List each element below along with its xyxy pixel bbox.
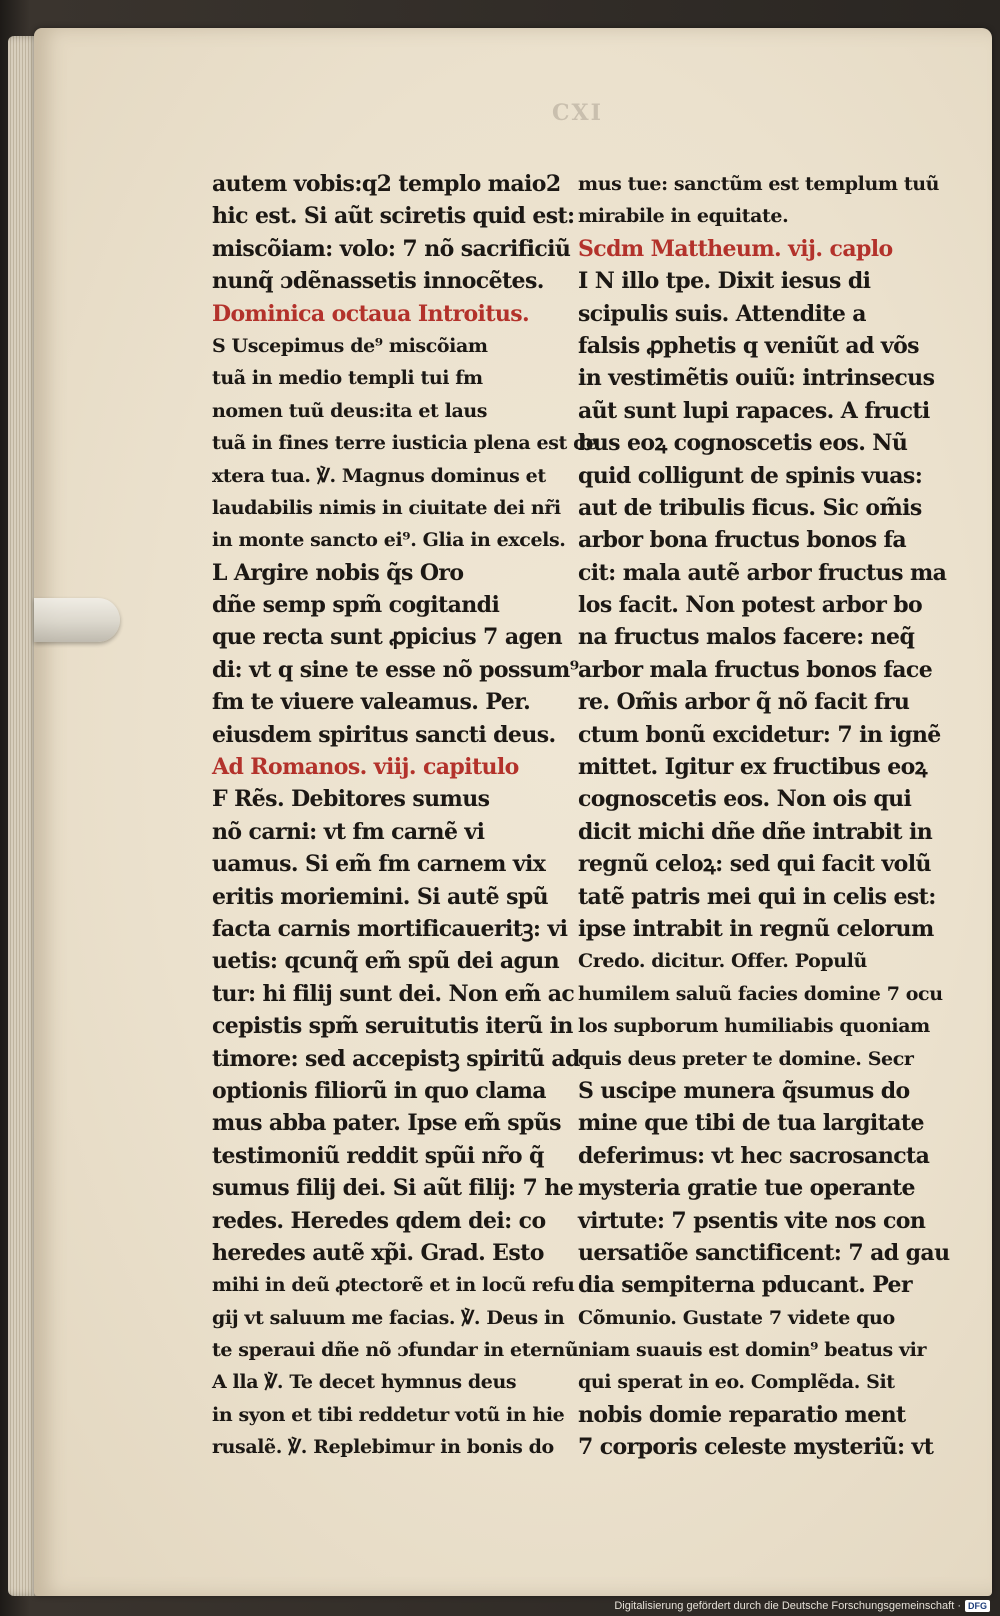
text-line: arbor mala fructus bonos face [578, 656, 933, 683]
text-line: re. Om̃is arbor q̃ nõ facit fru [578, 689, 910, 716]
text-line: nunq̃ ɔdẽnassetis innocẽtes. [212, 268, 544, 295]
text-line: cepistis spm̃ seruitutis iterũ in [212, 1013, 573, 1040]
text-line: te speraui dñe nõ ɔfundar in eternũ [212, 1339, 579, 1362]
text-line: dicit michi dñe dñe intrabit in [578, 818, 933, 845]
text-line: cit: mala autẽ arbor fructus ma [578, 559, 947, 586]
footer-credit [614, 1600, 990, 1612]
text-line: ipse intrabit in regnũ celorum [578, 915, 934, 942]
text-line: gij vt saluum me facias. ℣. Deus in [212, 1306, 565, 1329]
text-line: Ad Romanos. viij. capitulo [212, 754, 519, 781]
text-line: eiusdem spiritus sancti deus. [212, 721, 556, 748]
text-line: regnũ celoꝝ: sed qui facit volũ [578, 851, 931, 878]
text-line: Scdm Mattheum. vij. caplo [578, 235, 893, 262]
text-line: dñe semp spm̃ cogitandi [212, 592, 500, 619]
left-text-column [212, 168, 598, 1464]
text-line: mus tue: sanctũm est templum tuũ [578, 173, 940, 195]
text-line: nomen tuũ deus:ita et laus [212, 399, 488, 422]
text-line: miscõiam: volo: 7 nõ sacrificiũ [212, 235, 571, 262]
text-line: tuã in medio templi tui fm [212, 367, 483, 390]
text-line: S Uscepimus de⁹ miscõiam [212, 334, 488, 357]
text-line: los supborum humiliabis quoniam [578, 1015, 930, 1038]
text-line: laudabilis nimis in ciuitate dei nr̃i [212, 496, 561, 519]
text-line: uersatiõe sanctificent: 7 ad gau [578, 1239, 950, 1266]
right-text-column [578, 168, 950, 1464]
page-clip [34, 598, 120, 642]
text-line: bus eoꝝ cognoscetis eos. Nũ [578, 430, 908, 457]
text-line: falsis ꝓphetis q veniũt ad võs [578, 332, 919, 359]
text-line: humilem saluũ facies domine 7 ocu [578, 982, 943, 1005]
text-line: xtera tua. ℣. Magnus dominus et [212, 464, 546, 487]
text-line: mittet. Igitur ex fructibus eoꝝ [578, 754, 927, 781]
text-line: di: vt q sine te esse nõ possum⁹ [212, 656, 579, 683]
text-line: cognoscetis eos. Non ois qui [578, 786, 912, 813]
text-line: aũt sunt lupi rapaces. A fructi [578, 397, 930, 424]
text-line: Dominica octaua Introitus. [212, 300, 530, 327]
text-line: hic est. Si aũt sciretis quid est: [212, 203, 575, 230]
text-line: A lla ℣. Te decet hymnus deus [212, 1371, 517, 1394]
text-line: facta carnis mortificaueritꝫ: vi [212, 915, 568, 942]
text-line: in syon et tibi reddetur votũ in hie [212, 1403, 565, 1426]
text-line: optionis filiorũ in quo clama [212, 1077, 546, 1104]
text-line: I N illo tpe. Dixit iesus di [578, 268, 871, 295]
text-line: in monte sancto ei⁹. Glia in excels. [212, 529, 566, 552]
text-line: nõ carni: vt fm carnẽ vi [212, 818, 485, 845]
text-line: heredes autẽ xp̃i. Grad. Esto [212, 1239, 544, 1266]
text-line: qui sperat in eo. Complẽda. Sit [578, 1371, 895, 1394]
text-line: eritis moriemini. Si autẽ spũ [212, 883, 549, 910]
text-line: niam suauis est domin⁹ beatus vir [578, 1339, 927, 1362]
text-line: in vestimẽtis ouiũ: intrinsecus [578, 365, 935, 392]
text-line: arbor bona fructus bonos fa [578, 527, 907, 554]
text-line: sumus filij dei. Si aũt filij: 7 he [212, 1175, 574, 1202]
text-line: mus abba pater. Ipse em̃ spũs [212, 1110, 561, 1137]
text-line: que recta sunt ꝓpicius 7 agen [212, 624, 563, 651]
text-line: L Argire nobis q̃s Oro [212, 559, 464, 586]
text-line: Credo. dicitur. Offer. Populũ [578, 950, 867, 973]
text-line: Cõmunio. Gustate 7 videte quo [578, 1306, 895, 1329]
text-line: tuã in fines terre iusticia plena est de [212, 432, 598, 455]
text-line: tur: hi filij sunt dei. Non em̃ ac [212, 980, 575, 1007]
text-line: mysteria gratie tue operante [578, 1175, 915, 1202]
text-line: dia sempiterna pducant. Per [578, 1272, 912, 1299]
dfg-logo: DFG [965, 1600, 990, 1612]
text-line: mirabile in equitate. [578, 205, 789, 228]
text-line: S uscipe munera q̃sumus do [578, 1077, 910, 1104]
text-line: fm te viuere valeamus. Per. [212, 689, 531, 716]
text-line: los facit. Non potest arbor bo [578, 592, 923, 619]
text-line: ctum bonũ excidetur: 7 in ignẽ [578, 721, 941, 748]
text-line: deferimus: vt hec sacrosancta [578, 1142, 930, 1169]
text-line: mine que tibi de tua largitate [578, 1110, 924, 1137]
text-line: tatẽ patris mei qui in celis est: [578, 883, 936, 910]
text-line: scipulis suis. Attendite a [578, 300, 866, 327]
text-line: quis deus preter te domine. Secr [578, 1047, 914, 1070]
footer-text: Digitalisierung gefördert durch die Deutsche Forschungsgemeinschaft · [614, 1600, 961, 1612]
text-line: virtute: 7 psentis vite nos con [578, 1207, 926, 1234]
text-line: F Rẽs. Debitores sumus [212, 786, 490, 813]
text-line: quid colligunt de spinis vuas: [578, 462, 923, 489]
text-line: uamus. Si em̃ fm carnem vix [212, 851, 546, 878]
text-line: mihi in deũ ꝓtectorẽ et in locũ refu [212, 1274, 575, 1297]
text-line: autem vobis:q2 templo maio2 [212, 171, 561, 197]
text-line: 7 corporis celeste mysteriũ: vt [578, 1434, 934, 1461]
text-line: nobis domie reparatio ment [578, 1401, 906, 1428]
text-line: rusalẽ. ℣. Replebimur in bonis do [212, 1436, 554, 1459]
text-line: redes. Heredes qdem dei: co [212, 1207, 546, 1234]
text-line: testimoniũ reddit spũi nr̃o q̃ [212, 1142, 544, 1169]
text-line: timore: sed accepistꝫ spiritũ ad [212, 1045, 580, 1072]
text-line: uetis: qcunq̃ em̃ spũ dei agun [212, 948, 560, 975]
folio-number: CXI [552, 100, 603, 126]
text-line: aut de tribulis ficus. Sic om̃is [578, 494, 922, 521]
text-line: na fructus malos facere: neq̃ [578, 624, 915, 651]
